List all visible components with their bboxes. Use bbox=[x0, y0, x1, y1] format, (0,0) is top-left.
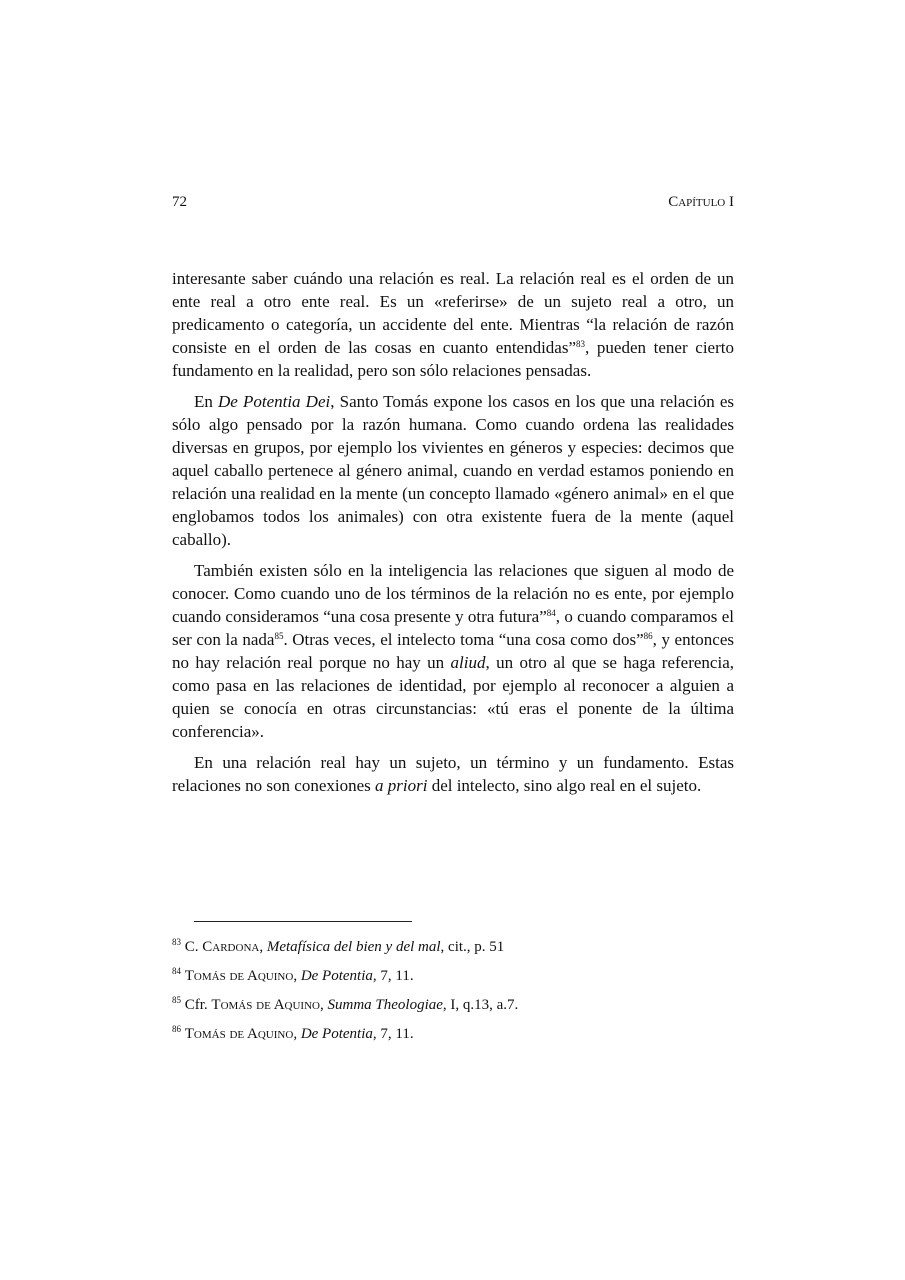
latin-term: aliud bbox=[450, 653, 486, 672]
author-name: Cardona bbox=[202, 939, 260, 955]
footnote-number: 85 bbox=[172, 995, 181, 1005]
author-name: Tomás de Aquino bbox=[184, 1026, 294, 1042]
work-title: De Potentia bbox=[300, 968, 373, 984]
text-run: , bbox=[319, 997, 328, 1013]
text-run: , Santo Tomás expone los casos en los que una relación es sólo algo pensado por la razón humana. Como cuando ordena las realidades diversas en grupos, por ejemplo los vivientes en géneros y especies: decimos que aquel caballo pertenece al género animal, cuando en verdad estamos poniendo en relación una realidad en la mente (un concepto llamado «género animal» en el que englobamos todos los animales) con otra existente fuera de la mente (aquel caballo). bbox=[172, 392, 734, 549]
text-run: , y entonces no hay relación real porque no hay un bbox=[172, 630, 734, 672]
paragraph-1 bbox=[172, 267, 734, 382]
text-run: C. bbox=[184, 939, 203, 955]
work-title: De Potentia bbox=[300, 1026, 373, 1042]
page-number: 72 bbox=[172, 194, 187, 210]
text-run: , 7, 11. bbox=[372, 1026, 414, 1042]
text-run: , 7, 11. bbox=[372, 968, 414, 984]
latin-term: a priori bbox=[375, 776, 428, 795]
body-text bbox=[172, 267, 734, 805]
text-run: del intelecto, sino algo real en el sujeto. bbox=[427, 776, 702, 795]
paragraph-2 bbox=[172, 390, 734, 551]
footnote-85 bbox=[172, 996, 734, 1015]
footnote-86 bbox=[172, 1025, 734, 1044]
footnote-ref-86[interactable]: 86 bbox=[643, 631, 653, 641]
text-run: En una relación real hay un sujeto, un término y un fundamento. Estas relaciones no son conexiones bbox=[172, 753, 734, 795]
footnote-83 bbox=[172, 938, 734, 957]
text-run: En bbox=[194, 392, 219, 411]
text-run: , pueden tener cierto fundamento en la realidad, pero son sólo relaciones pensadas. bbox=[172, 338, 734, 380]
text-run: interesante saber cuándo una relación es real. La relación real es el orden de un ente real a otro ente real. Es un «referirse» de un sujeto real a otro, un predicamento o categoría, un accidente del ente. Mientras “la relación de razón consiste en el orden de las cosas en cuanto entendidas” bbox=[172, 269, 734, 357]
text-run: . Otras veces, el intelecto toma “una cosa como dos” bbox=[283, 630, 644, 649]
text-run: , bbox=[293, 1026, 301, 1042]
footnote-divider bbox=[194, 921, 412, 922]
text-run: , bbox=[293, 968, 301, 984]
work-title: Metafísica del bien y del mal bbox=[266, 939, 441, 955]
footnote-ref-84[interactable]: 84 bbox=[546, 608, 556, 618]
paragraph-4 bbox=[172, 751, 734, 797]
footnote-number: 84 bbox=[172, 966, 181, 976]
text-run: , o cuando comparamos el ser con la nada bbox=[172, 607, 734, 649]
footnote-ref-85[interactable]: 85 bbox=[274, 631, 284, 641]
footnote-number: 83 bbox=[172, 937, 181, 947]
paragraph-3 bbox=[172, 559, 734, 743]
work-title: De Potentia Dei bbox=[218, 392, 331, 411]
running-head: Capítulo I bbox=[668, 194, 734, 210]
footnote-ref-83[interactable]: 83 bbox=[576, 339, 586, 349]
text-run: , un otro al que se haga referencia, como pasa en las relaciones de identidad, por ejemplo al reconocer a alguien a quien se conocía en otras circunstancias: «tú eras el ponente de la última conferencia». bbox=[172, 653, 734, 741]
footnote-84 bbox=[172, 967, 734, 986]
text-run: , I, q.13, a.7. bbox=[442, 997, 519, 1013]
author-name: Tomás de Aquino bbox=[184, 968, 294, 984]
author-name: Tomás de Aquino bbox=[211, 997, 320, 1013]
footnote-number: 86 bbox=[172, 1024, 181, 1034]
text-run: , cit., p. 51 bbox=[440, 939, 505, 955]
footnotes bbox=[172, 938, 734, 1054]
work-title: Summa Theologiae bbox=[327, 997, 443, 1013]
text-run: También existen sólo en la inteligencia las relaciones que siguen al modo de conocer. Como cuando uno de los términos de la relación no es ente, por ejemplo cuando consideramos “una cosa presente y otra futura” bbox=[172, 561, 734, 626]
text-run: Cfr. bbox=[184, 997, 212, 1013]
text-run: , bbox=[259, 939, 267, 955]
